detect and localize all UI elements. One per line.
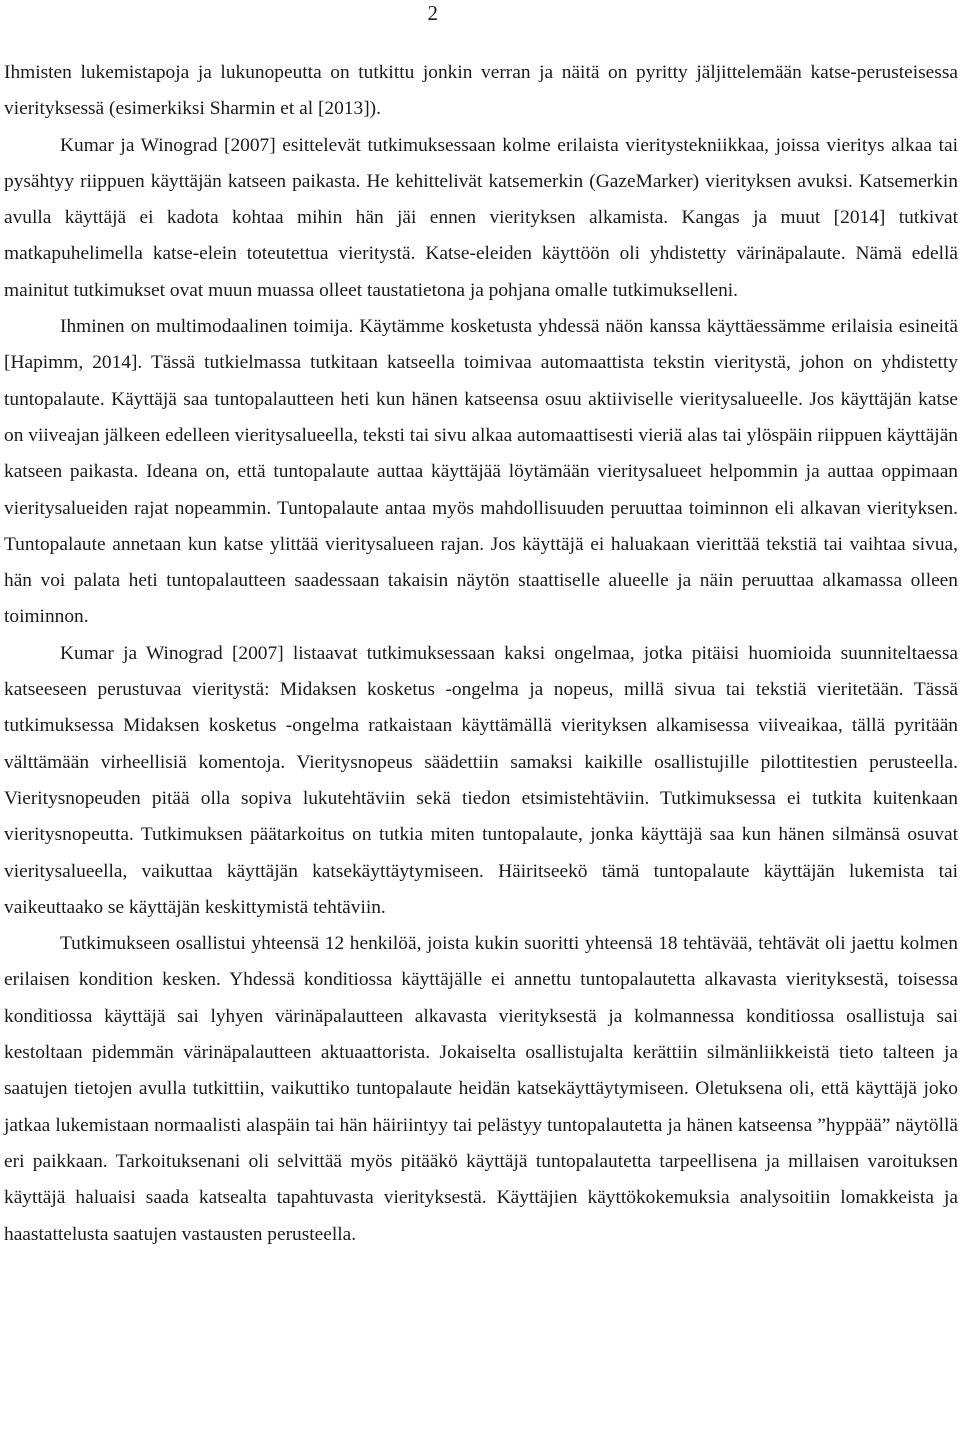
paragraph: Kumar ja Winograd [2007] esittelevät tutkimuksessaan kolme erilaista vieritystekniikkaa, joissa vieritys alkaa tai pysähtyy riippuen käyttäjän katseen paikasta. He kehittelivät katsemerkin (GazeMarker) vierityksen avuksi. Katsemerkin avulla käyttäjä ei kadota kohtaa mihin hän jäi ennen vierityksen alkamista. Kangas ja muut [2014] tutkivat matkapuhelimella katse-elein toteutettua vieritystä. Katse-eleiden käyttöön oli yhdistetty värinäpalaute. Nämä edellä mainitut tutkimukset ovat muun muassa olleet taustatietona ja pohjana omalle tutkimukselleni. — [4, 134, 958, 301]
paragraph: Kumar ja Winograd [2007] listaavat tutkimuksessaan kaksi ongelmaa, jotka pitäisi huomioida suunniteltaessa katseeseen perustuvaa vieritystä: Midaksen kosketus -ongelma ja nopeus, millä sivua tai tekstiä vieritetään. Tässä tutkimuksessa Midaksen kosketus -ongelma ratkaistaan käyttämällä vierityksen alkamisessa viiveaikaa, tällä pyritään välttämään virheellisiä komentoja. Vieritysnopeus säädettiin samaksi kaikille osallistujille pilottitestien perusteella. Vieritysnopeuden pitää olla sopiva lukutehtäviin sekä tiedon etsimistehtäviin. Tutkimuksessa ei tutkita kuitenkaan vieritysnopeutta. Tutkimuksen päätarkoitus on tutkia miten tuntopalaute, jonka käyttäjä saa kun hänen silmänsä osuvat vieritysalueella, vaikuttaa käyttäjän katsekäyttäytymiseen. Häiritseekö tämä tuntopalaute käyttäjän lukemista tai vaikeuttaako se käyttäjän keskittymistä tehtäviin. — [4, 642, 958, 918]
paragraph: Ihmisten lukemistapoja ja lukunopeutta on tutkittu jonkin verran ja näitä on pyritty jäljittelemään katse-perusteisessa vierityksessä (esimerkiksi Sharmin et al [2013]). — [4, 62, 958, 120]
body-text — [4, 55, 958, 1253]
paragraph: Ihminen on multimodaalinen toimija. Käytämme kosketusta yhdessä näön kanssa käyttäessämme erilaisia esineitä [Hapimm, 2014]. Tässä tutkielmassa tutkitaan katseella toimivaa automaattista tekstin vieritystä, johon on yhdistetty tuntopalaute. Käyttäjä saa tuntopalautteen heti kun hänen katseensa osuu aktiiviselle vieritysalueelle. Jos käyttäjän katse on viiveajan jälkeen edelleen vieritysalueella, teksti tai sivu alkaa automaattisesti vieriä alas tai ylöspäin riippuen käyttäjän katseen paikasta. Ideana on, että tuntopalaute auttaa käyttäjää löytämään vieritysalueet helpommin ja auttaa oppimaan vieritysalueiden rajat nopeammin. Tuntopalaute antaa myös mahdollisuuden peruuttaa toiminnon eli alkavan vierityksen. Tuntopalaute annetaan kun katse ylittää vieritysalueen rajan. Jos käyttäjä ei haluakaan vierittää tekstiä tai vaihtaa sivua, hän voi palata heti tuntopalautteen saadessaan takaisin näytön staattiselle alueelle ja näin peruuttaa alkamassa olleen toiminnon. — [4, 316, 958, 628]
page-number: 2 — [427, 1, 438, 25]
paragraph: Tutkimukseen osallistui yhteensä 12 henkilöä, joista kukin suoritti yhteensä 18 tehtävää, tehtävät oli jaettu kolmen erilaisen kondition kesken. Yhdessä konditiossa käyttäjälle ei annettu tuntopalautetta alkavasta vierityksestä, toisessa konditiossa käyttäjä sai lyhyen värinäpalautteen alkavasta vierityksestä ja kolmannessa konditiossa osallistuja sai kestoltaan pidemmän värinäpalautteen aktuaattorista. Jokaiselta osallistujalta kerättiin silmänliikkeistä tieto talteen ja saatujen tietojen avulla tutkittiin, vaikuttiko tuntopalaute heidän katsekäyttäytymiseen. Oletuksena oli, että käyttäjä joko jatkaa lukemistaan normaalisti alaspäin tai hän häiriintyy tai pelästyy tuntopalautetta ja hänen katseensa ”hyppää” näytöllä eri paikkaan. Tarkoituksenani oli selvittää myös pitääkö käyttäjä tuntopalautetta tarpeellisena ja millaisen varoituksen käyttäjä haluaisi saada katsealta tapahtuvasta vierityksestä. Käyttäjien käyttökokemuksia analysoitiin lomakkeista ja haastattelusta saatujen vastausten perusteella. — [4, 933, 958, 1245]
